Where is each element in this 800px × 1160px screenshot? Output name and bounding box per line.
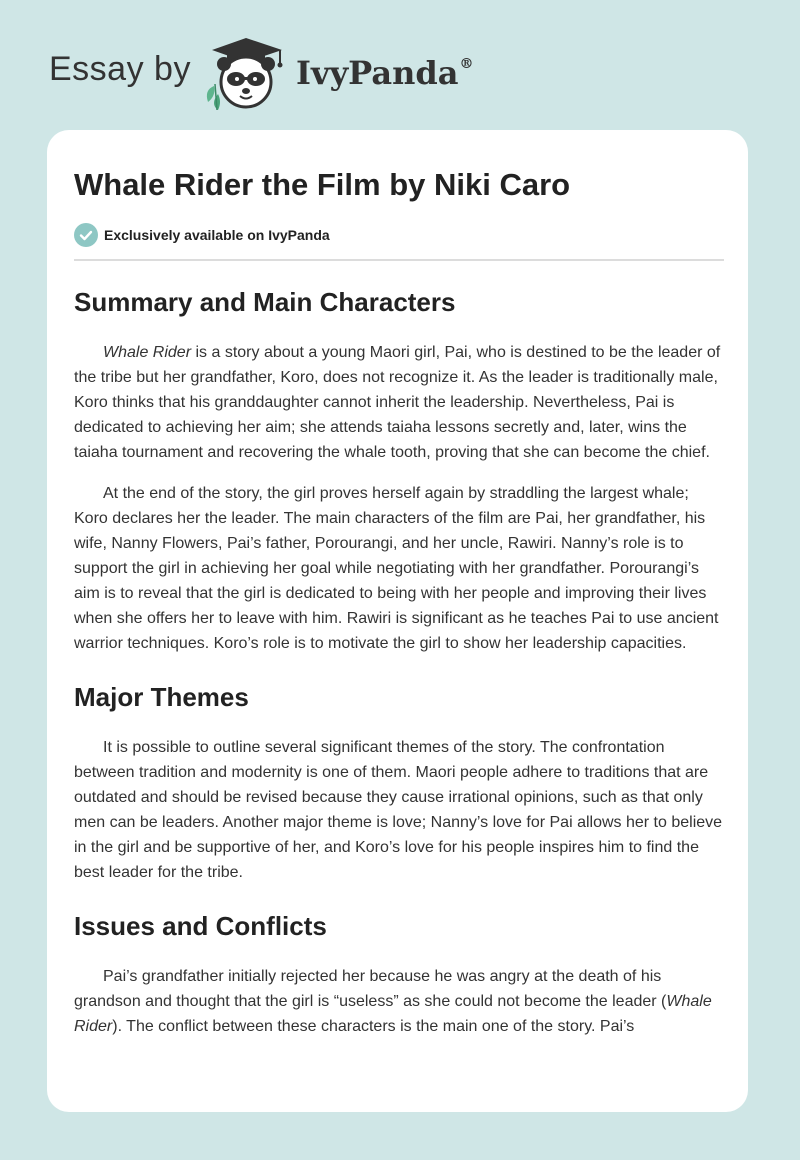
article-title: Whale Rider the Film by Niki Caro xyxy=(74,167,571,202)
film-title-italic: Whale Rider xyxy=(103,344,192,361)
brand-name-text: IvyPanda xyxy=(296,54,459,92)
site-header xyxy=(0,0,800,130)
film-title-italic: Whale Rider xyxy=(74,993,712,1035)
brand-name[interactable] xyxy=(296,54,473,92)
panda-logo-icon[interactable] xyxy=(200,34,292,110)
title-divider xyxy=(74,259,724,261)
paragraph-text: Pai’s grandfather initially rejected her because he was angry at the death of his grandson and thought that the girl is “useless” as she could not become the leader ( xyxy=(74,968,667,1010)
paragraph-text: ). The conflict between these characters is the main one of the story. Pai’s xyxy=(112,1018,635,1035)
essay-by-label: Essay by xyxy=(49,50,191,88)
paragraph xyxy=(74,340,724,465)
section-heading-issues: Issues and Conflicts xyxy=(74,911,327,941)
check-icon xyxy=(74,223,98,247)
paragraph xyxy=(74,964,724,1039)
paragraph: It is possible to outline several significant themes of the story. The confrontation between tradition and modernity is one of them. Maori people adhere to traditions that are outdated and should be revised because they cause irrational opinions, such as that only men can be leaders. Another major theme is love; Nanny’s love for Pai allows her to believe in the girl and be supportive of her, and Koro’s love for his people inspires him to find the best leader for the tribe. xyxy=(74,739,723,881)
article-content xyxy=(74,166,724,1039)
section-heading-themes: Major Themes xyxy=(74,682,249,712)
section-heading-summary: Summary and Main Characters xyxy=(74,287,456,317)
exclusive-badge xyxy=(74,222,724,248)
registered-mark: ® xyxy=(459,56,474,72)
article-card xyxy=(47,130,748,1112)
exclusive-badge-label: Exclusively available on IvyPanda xyxy=(104,227,330,243)
paragraph: At the end of the story, the girl proves herself again by straddling the largest whale; Koro declares her the leader. The main characters of the film are Pai, her grandfather, his wife, Nanny Flowers, Pai’s father, Porourangi, and her uncle, Rawiri. Nanny’s role is to support the girl in achieving her goal while negotiating with her grandfather. Porourangi’s aim is to reveal that the girl is dedicated to being with her people and improving their lives when she offers her to leave with him. Rawiri is significant as he teaches Pai to use ancient warrior techniques. Koro’s role is to motivate the girl to show her leadership capacities. xyxy=(74,485,719,652)
paragraph-text: is a story about a young Maori girl, Pai, who is destined to be the leader of the tribe but her grandfather, Koro, does not recognize it. As the leader is traditionally male, Koro thinks that his granddaughter cannot inherit the leadership. Nevertheless, Pai is dedicated to achieving her aim; she attends taiaha lessons secretly and, later, wins the taiaha tournament and recovering the whale tooth, proving that she can become the chief. xyxy=(74,344,721,461)
